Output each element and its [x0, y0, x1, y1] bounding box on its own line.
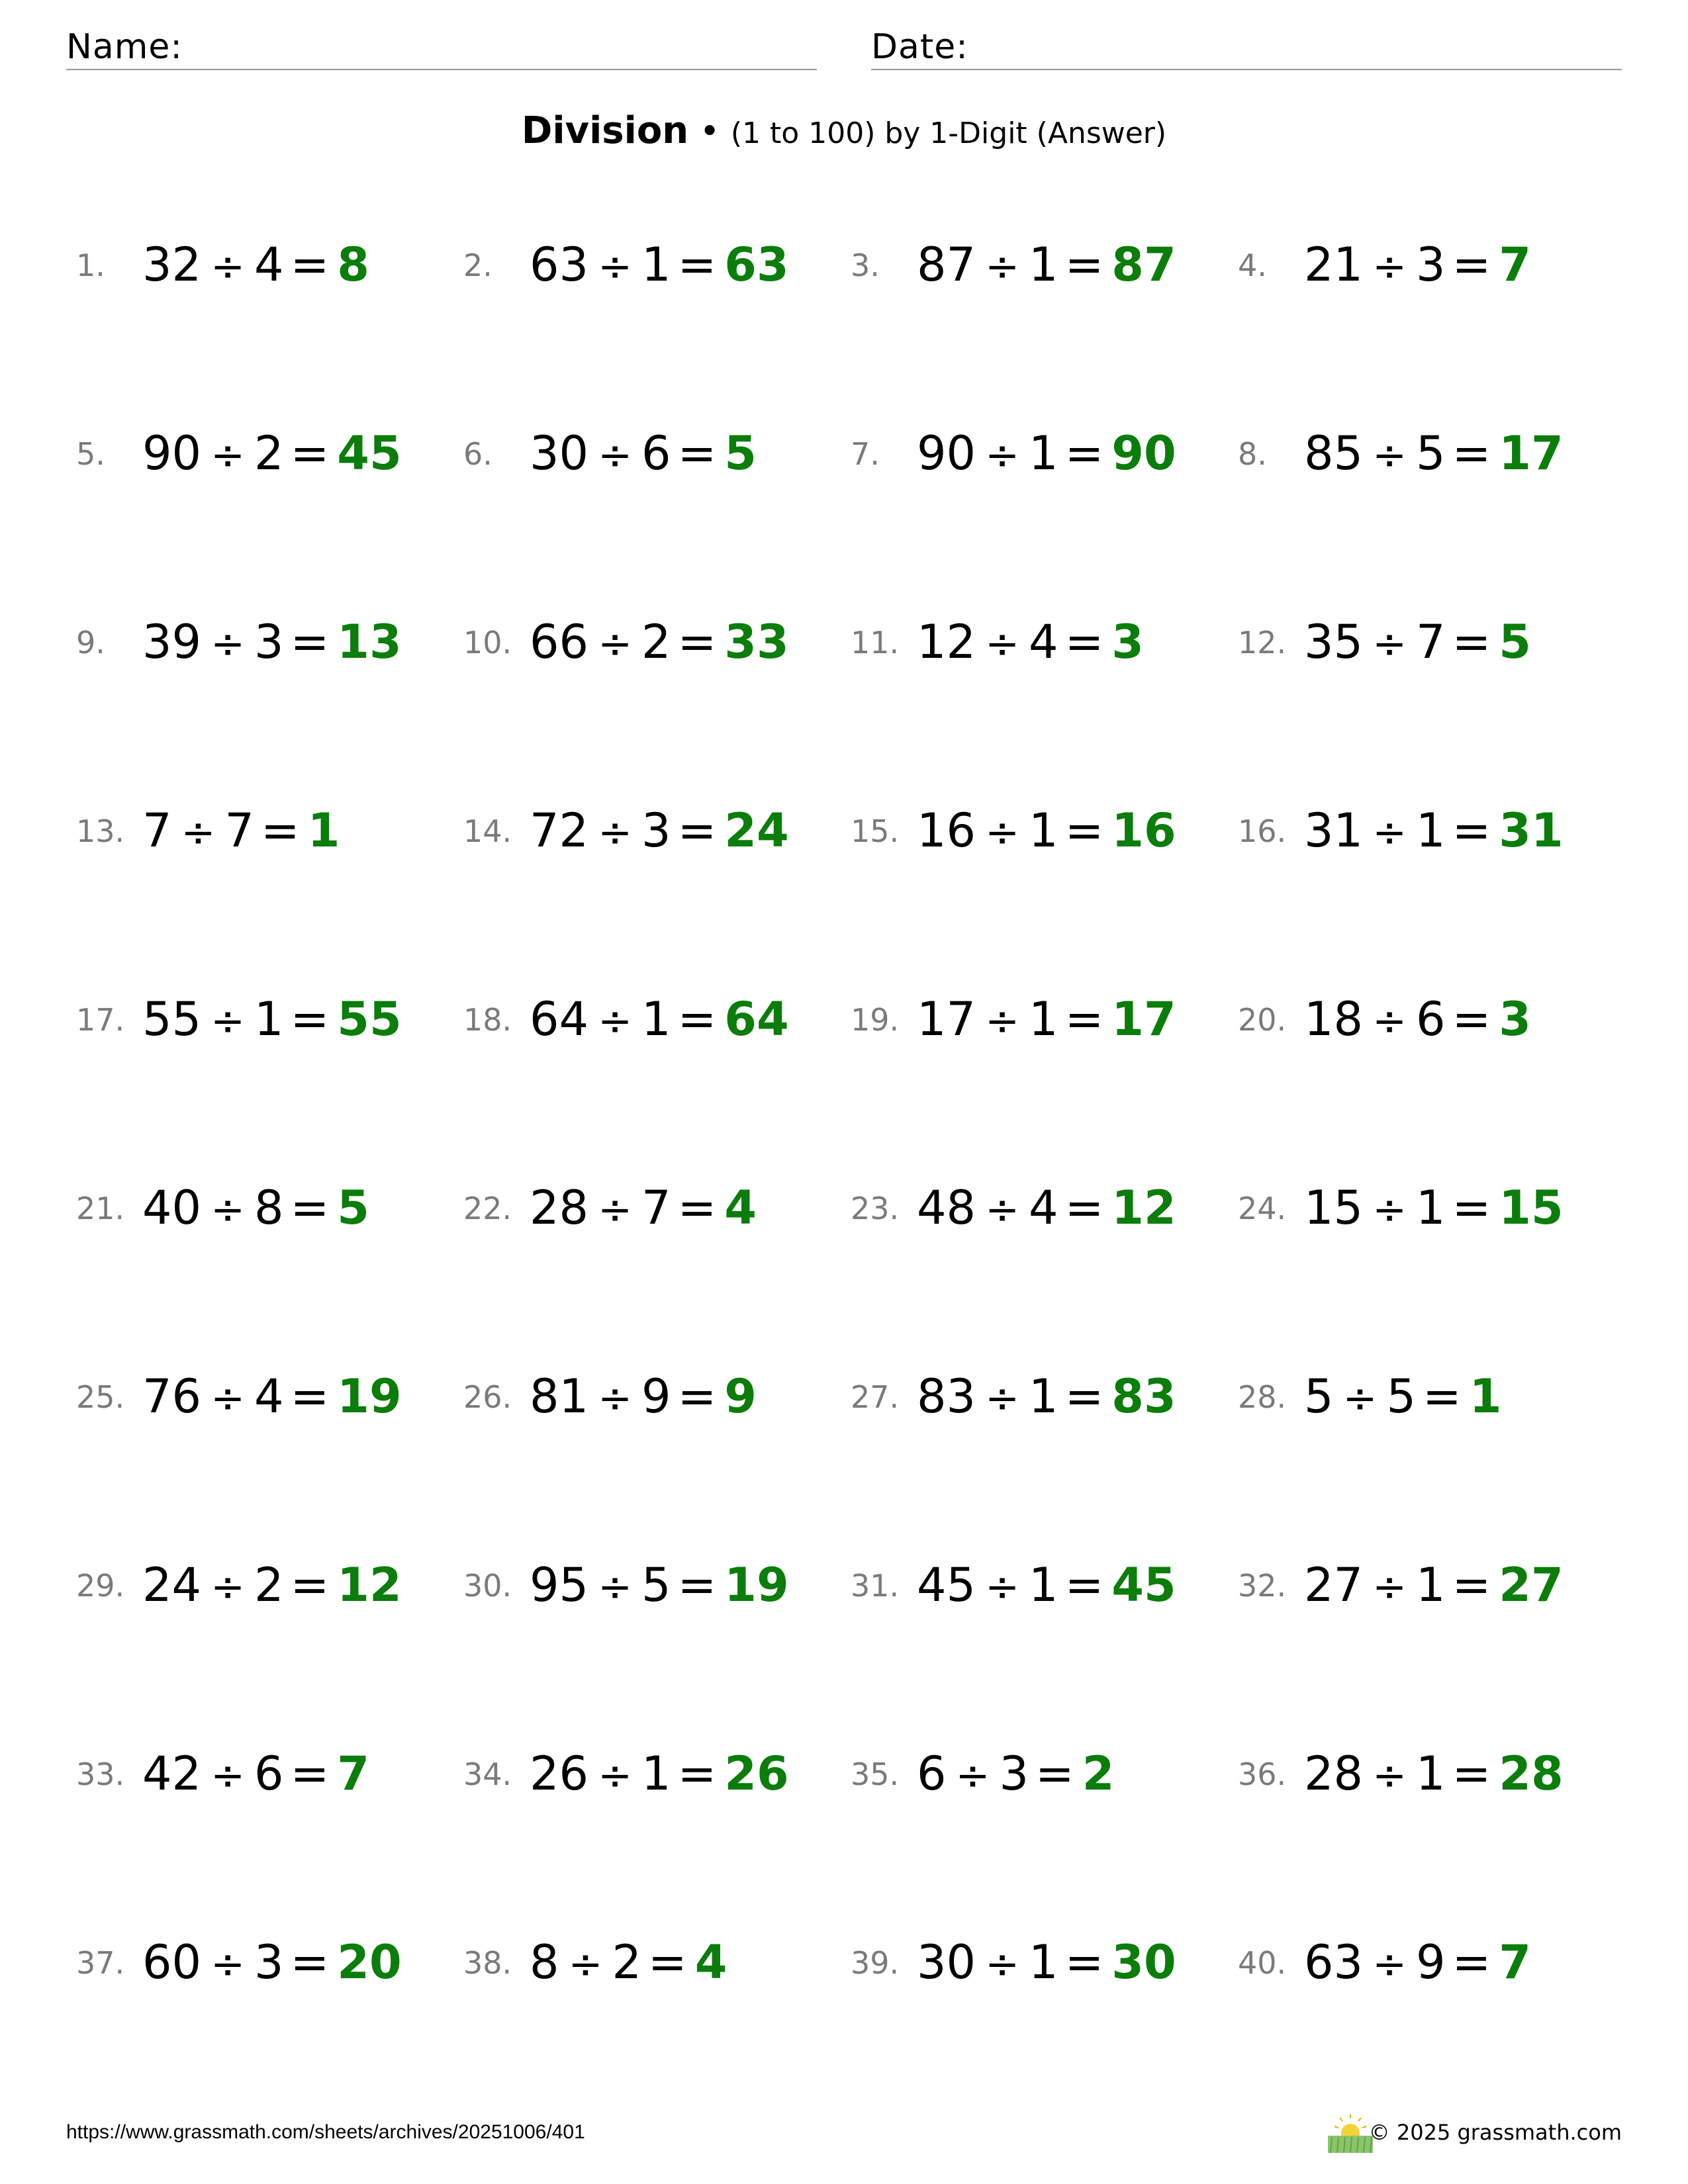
problem-expression — [917, 993, 1176, 1048]
answer: 13 — [337, 615, 402, 669]
problem-expression — [142, 615, 402, 670]
answer: 19 — [724, 1558, 789, 1612]
problem-number: 23. — [851, 1191, 900, 1226]
problem-number: 8. — [1238, 436, 1267, 472]
divisor: 1 — [1029, 1369, 1058, 1424]
problem-number: 17. — [76, 1002, 125, 1038]
division-sign: ÷ — [985, 1374, 1020, 1422]
equals-sign: = — [677, 426, 717, 480]
equals-sign: = — [290, 992, 330, 1046]
division-sign: ÷ — [211, 619, 246, 668]
divisor: 6 — [254, 1747, 284, 1801]
problem-number: 21. — [76, 1191, 125, 1226]
equals-sign: = — [1064, 992, 1104, 1046]
division-sign: ÷ — [1372, 1751, 1407, 1799]
equals-sign: = — [677, 1369, 717, 1424]
problem-number: 5. — [76, 436, 105, 472]
problem-expression — [1304, 1370, 1501, 1425]
divisor: 2 — [254, 426, 284, 480]
problem-expression — [530, 238, 789, 293]
problem-expression — [1304, 238, 1531, 293]
division-sign: ÷ — [1372, 619, 1407, 668]
dividend: 63 — [530, 238, 589, 292]
problem-expression — [530, 1370, 757, 1425]
answer: 3 — [1111, 615, 1144, 669]
dividend: 26 — [530, 1747, 589, 1801]
answer: 5 — [1499, 615, 1531, 669]
dividend: 5 — [1304, 1369, 1334, 1424]
answer: 87 — [1111, 238, 1176, 292]
division-sign: ÷ — [568, 1940, 603, 1988]
answer: 33 — [724, 615, 789, 669]
problem-number: 32. — [1238, 1568, 1287, 1604]
division-sign: ÷ — [985, 1563, 1020, 1611]
dividend: 45 — [917, 1558, 976, 1612]
answer: 27 — [1499, 1558, 1564, 1612]
problem-expression — [1304, 804, 1564, 859]
problem-expression — [142, 427, 402, 482]
title-main: Division — [521, 109, 689, 152]
division-sign: ÷ — [598, 242, 633, 291]
answer: 3 — [1499, 992, 1531, 1046]
equals-sign: = — [677, 1747, 717, 1801]
dividend: 28 — [1304, 1747, 1364, 1801]
division-sign: ÷ — [1372, 1563, 1407, 1611]
problem-number: 35. — [851, 1756, 900, 1792]
dividend: 27 — [1304, 1558, 1364, 1612]
name-field[interactable] — [66, 23, 817, 70]
dividend: 12 — [917, 615, 976, 669]
divisor: 7 — [1416, 615, 1446, 669]
dividend: 32 — [142, 238, 202, 292]
answer: 7 — [337, 1747, 369, 1801]
problem-expression — [530, 615, 789, 670]
divisor: 4 — [254, 1369, 284, 1424]
answer: 5 — [337, 1181, 369, 1235]
dividend: 72 — [530, 803, 589, 858]
equals-sign: = — [1452, 803, 1491, 858]
dividend: 60 — [142, 1935, 202, 1989]
problem-expression — [1304, 1747, 1564, 1802]
dividend: 66 — [530, 615, 589, 669]
equals-sign: = — [290, 1369, 330, 1424]
dividend: 76 — [142, 1369, 202, 1424]
dividend: 21 — [1304, 238, 1364, 292]
problem-expression — [142, 993, 402, 1048]
problem-expression — [1304, 615, 1531, 670]
dividend: 28 — [530, 1181, 589, 1235]
equals-sign: = — [677, 1181, 717, 1235]
equals-sign: = — [1064, 238, 1104, 292]
answer: 1 — [307, 803, 340, 858]
divisor: 1 — [254, 992, 284, 1046]
problem-number: 24. — [1238, 1191, 1287, 1226]
division-sign: ÷ — [598, 619, 633, 668]
division-sign: ÷ — [598, 997, 633, 1045]
divisor: 6 — [1416, 992, 1446, 1046]
dividend: 64 — [530, 992, 589, 1046]
answer: 24 — [724, 803, 789, 858]
dividend: 95 — [530, 1558, 589, 1612]
division-sign: ÷ — [598, 1563, 633, 1611]
division-sign: ÷ — [955, 1751, 990, 1799]
dividend: 7 — [142, 803, 172, 858]
problem-expression — [917, 1747, 1114, 1802]
date-field[interactable] — [871, 23, 1622, 70]
header-row — [66, 23, 1622, 70]
division-sign: ÷ — [598, 808, 633, 856]
dividend: 55 — [142, 992, 202, 1046]
division-sign: ÷ — [1372, 808, 1407, 856]
equals-sign: = — [1064, 1181, 1104, 1235]
divisor: 3 — [1416, 238, 1446, 292]
answer: 45 — [337, 426, 402, 480]
problem-expression — [530, 1747, 789, 1802]
equals-sign: = — [1452, 1558, 1491, 1612]
division-sign: ÷ — [598, 1374, 633, 1422]
divisor: 4 — [1029, 615, 1058, 669]
dividend: 39 — [142, 615, 202, 669]
dividend: 40 — [142, 1181, 202, 1235]
dividend: 6 — [917, 1747, 947, 1801]
problem-number: 25. — [76, 1379, 125, 1415]
dividend: 85 — [1304, 426, 1364, 480]
divisor: 6 — [641, 426, 671, 480]
dividend: 30 — [917, 1935, 976, 1989]
divisor: 1 — [1029, 1558, 1058, 1612]
division-sign: ÷ — [211, 1563, 246, 1611]
dividend: 15 — [1304, 1181, 1364, 1235]
footer-copyright: © 2025 grassmath.com — [1368, 2120, 1622, 2145]
division-sign: ÷ — [985, 808, 1020, 856]
dividend: 83 — [917, 1369, 976, 1424]
answer: 55 — [337, 992, 402, 1046]
problem-grid — [0, 225, 1688, 2144]
problem-expression — [530, 1181, 757, 1236]
dividend: 18 — [1304, 992, 1364, 1046]
problem-expression — [917, 804, 1176, 859]
equals-sign: = — [290, 1181, 330, 1235]
divisor: 1 — [641, 238, 671, 292]
problem-expression — [142, 1181, 369, 1236]
divisor: 1 — [1029, 426, 1058, 480]
worksheet-title — [0, 105, 1688, 160]
equals-sign: = — [1452, 238, 1491, 292]
answer: 20 — [337, 1935, 402, 1989]
problem-number: 38. — [463, 1945, 512, 1981]
answer: 5 — [724, 426, 757, 480]
answer: 12 — [1111, 1181, 1176, 1235]
problem-expression — [1304, 1559, 1564, 1614]
divisor: 1 — [1416, 1181, 1446, 1235]
divisor: 1 — [1416, 1558, 1446, 1612]
problem-expression — [142, 1559, 402, 1614]
answer: 83 — [1111, 1369, 1176, 1424]
problem-number: 4. — [1238, 248, 1267, 283]
dividend: 90 — [142, 426, 202, 480]
problem-number: 28. — [1238, 1379, 1287, 1415]
problem-expression — [142, 1370, 402, 1425]
divisor: 5 — [1416, 426, 1446, 480]
division-sign: ÷ — [985, 619, 1020, 668]
answer: 26 — [724, 1747, 789, 1801]
dividend: 42 — [142, 1747, 202, 1801]
equals-sign: = — [290, 238, 330, 292]
problem-number: 2. — [463, 248, 492, 283]
problem-number: 39. — [851, 1945, 900, 1981]
divisor: 2 — [641, 615, 671, 669]
problem-expression — [917, 1181, 1176, 1236]
equals-sign: = — [1452, 1935, 1491, 1989]
equals-sign: = — [648, 1935, 687, 1989]
answer: 15 — [1499, 1181, 1564, 1235]
division-sign: ÷ — [211, 1185, 246, 1234]
divisor: 5 — [1386, 1369, 1417, 1424]
division-sign: ÷ — [211, 431, 246, 479]
dividend: 24 — [142, 1558, 202, 1612]
problem-number: 7. — [851, 436, 880, 472]
problem-number: 36. — [1238, 1756, 1287, 1792]
problem-number: 27. — [851, 1379, 900, 1415]
equals-sign: = — [290, 615, 330, 669]
divisor: 1 — [641, 992, 671, 1046]
title-separator: • — [699, 112, 720, 152]
answer: 45 — [1111, 1558, 1176, 1612]
division-sign: ÷ — [985, 431, 1020, 479]
answer: 17 — [1499, 426, 1564, 480]
problem-expression — [1304, 1181, 1564, 1236]
equals-sign: = — [1452, 992, 1491, 1046]
answer: 7 — [1499, 1935, 1531, 1989]
problem-expression — [530, 1936, 727, 1991]
answer: 19 — [337, 1369, 402, 1424]
division-sign: ÷ — [985, 1940, 1020, 1988]
answer: 90 — [1111, 426, 1176, 480]
divisor: 4 — [1029, 1181, 1058, 1235]
equals-sign: = — [1452, 615, 1491, 669]
answer: 4 — [724, 1181, 757, 1235]
equals-sign: = — [1064, 615, 1104, 669]
problem-expression — [1304, 993, 1531, 1048]
problem-expression — [917, 1936, 1176, 1991]
problem-number: 9. — [76, 625, 105, 660]
equals-sign: = — [1452, 1181, 1491, 1235]
division-sign: ÷ — [1372, 242, 1407, 291]
division-sign: ÷ — [1372, 1185, 1407, 1234]
equals-sign: = — [677, 992, 717, 1046]
divisor: 1 — [641, 1747, 671, 1801]
problem-number: 19. — [851, 1002, 900, 1038]
equals-sign: = — [1064, 426, 1104, 480]
division-sign: ÷ — [985, 1185, 1020, 1234]
divisor: 1 — [1029, 803, 1058, 858]
problem-number: 3. — [851, 248, 880, 283]
problem-expression — [142, 238, 369, 293]
problem-expression — [1304, 427, 1564, 482]
equals-sign: = — [1035, 1747, 1074, 1801]
division-sign: ÷ — [211, 1751, 246, 1799]
dividend: 81 — [530, 1369, 589, 1424]
problem-number: 20. — [1238, 1002, 1287, 1038]
problem-expression — [917, 1370, 1176, 1425]
divisor: 1 — [1029, 238, 1058, 292]
divisor: 9 — [1416, 1935, 1446, 1989]
problem-number: 12. — [1238, 625, 1287, 660]
equals-sign: = — [1064, 1369, 1104, 1424]
dividend: 31 — [1304, 803, 1364, 858]
division-sign: ÷ — [598, 431, 633, 479]
equals-sign: = — [677, 615, 717, 669]
problem-expression — [917, 238, 1176, 293]
answer: 2 — [1082, 1747, 1115, 1801]
equals-sign: = — [1423, 1369, 1462, 1424]
problem-number: 33. — [76, 1756, 125, 1792]
problem-number: 40. — [1238, 1945, 1287, 1981]
dividend: 8 — [530, 1935, 559, 1989]
problem-number: 29. — [76, 1568, 125, 1604]
problem-expression — [917, 427, 1176, 482]
problem-number: 34. — [463, 1756, 512, 1792]
problem-number: 15. — [851, 813, 900, 849]
divisor: 1 — [1416, 803, 1446, 858]
divisor: 8 — [254, 1181, 284, 1235]
divisor: 3 — [641, 803, 671, 858]
answer: 8 — [337, 238, 369, 292]
divisor: 5 — [641, 1558, 671, 1612]
date-label: Date: — [871, 27, 968, 67]
problem-expression — [142, 1747, 369, 1802]
dividend: 63 — [1304, 1935, 1364, 1989]
division-sign: ÷ — [211, 1940, 246, 1988]
equals-sign: = — [677, 1558, 717, 1612]
answer: 12 — [337, 1558, 402, 1612]
answer: 30 — [1111, 1935, 1176, 1989]
problem-expression — [917, 1559, 1176, 1614]
equals-sign: = — [677, 238, 717, 292]
division-sign: ÷ — [181, 808, 216, 856]
answer: 1 — [1469, 1369, 1502, 1424]
problem-number: 30. — [463, 1568, 512, 1604]
problem-number: 26. — [463, 1379, 512, 1415]
equals-sign: = — [1064, 1935, 1104, 1989]
dividend: 87 — [917, 238, 976, 292]
answer: 9 — [724, 1369, 757, 1424]
answer: 64 — [724, 992, 789, 1046]
footer — [66, 2115, 1622, 2154]
problem-number: 10. — [463, 625, 512, 660]
division-sign: ÷ — [985, 242, 1020, 291]
division-sign: ÷ — [1342, 1374, 1378, 1422]
divisor: 1 — [1416, 1747, 1446, 1801]
problem-number: 37. — [76, 1945, 125, 1981]
name-label: Name: — [66, 27, 183, 67]
problem-expression — [142, 1936, 402, 1991]
dividend: 30 — [530, 426, 589, 480]
problem-number: 14. — [463, 813, 512, 849]
problem-number: 1. — [76, 248, 105, 283]
equals-sign: = — [1064, 1558, 1104, 1612]
divisor: 7 — [224, 803, 255, 858]
problem-number: 16. — [1238, 813, 1287, 849]
division-sign: ÷ — [985, 997, 1020, 1045]
dividend: 16 — [917, 803, 976, 858]
problem-number: 11. — [851, 625, 900, 660]
equals-sign: = — [1452, 426, 1491, 480]
problem-number: 22. — [463, 1191, 512, 1226]
division-sign: ÷ — [1372, 431, 1407, 479]
equals-sign: = — [290, 1747, 330, 1801]
divisor: 3 — [254, 1935, 284, 1989]
footer-url[interactable]: https://www.grassmath.com/sheets/archives/20251006/401 — [66, 2121, 585, 2143]
divisor: 7 — [641, 1181, 671, 1235]
problem-expression — [142, 804, 340, 859]
problem-number: 31. — [851, 1568, 900, 1604]
answer: 17 — [1111, 992, 1176, 1046]
problem-number: 13. — [76, 813, 125, 849]
problem-expression — [530, 1559, 789, 1614]
problem-expression — [1304, 1936, 1531, 1991]
problem-number: 6. — [463, 436, 492, 472]
equals-sign: = — [290, 1558, 330, 1612]
division-sign: ÷ — [598, 1185, 633, 1234]
division-sign: ÷ — [1372, 997, 1407, 1045]
problem-expression — [917, 615, 1144, 670]
equals-sign: = — [290, 426, 330, 480]
divisor: 2 — [612, 1935, 642, 1989]
equals-sign: = — [677, 803, 717, 858]
divisor: 3 — [999, 1747, 1029, 1801]
answer: 63 — [724, 238, 789, 292]
answer: 16 — [1111, 803, 1176, 858]
problem-expression — [530, 427, 757, 482]
dividend: 17 — [917, 992, 976, 1046]
equals-sign: = — [1452, 1747, 1491, 1801]
problem-expression — [530, 993, 789, 1048]
division-sign: ÷ — [211, 997, 246, 1045]
division-sign: ÷ — [211, 1374, 246, 1422]
divisor: 1 — [1029, 1935, 1058, 1989]
answer: 31 — [1499, 803, 1564, 858]
division-sign: ÷ — [1372, 1940, 1407, 1988]
answer: 7 — [1499, 238, 1531, 292]
division-sign: ÷ — [211, 242, 246, 291]
equals-sign: = — [290, 1935, 330, 1989]
divisor: 3 — [254, 615, 284, 669]
answer: 28 — [1499, 1747, 1564, 1801]
divisor: 4 — [254, 238, 284, 292]
division-sign: ÷ — [598, 1751, 633, 1799]
equals-sign: = — [1064, 803, 1104, 858]
equals-sign: = — [261, 803, 300, 858]
dividend: 35 — [1304, 615, 1364, 669]
answer: 4 — [694, 1935, 727, 1989]
dividend: 48 — [917, 1181, 976, 1235]
problem-expression — [530, 804, 789, 859]
problem-number: 18. — [463, 1002, 512, 1038]
divisor: 2 — [254, 1558, 284, 1612]
title-subtitle: (1 to 100) by 1-Digit (Answer) — [730, 116, 1167, 150]
dividend: 90 — [917, 426, 976, 480]
divisor: 1 — [1029, 992, 1058, 1046]
divisor: 9 — [641, 1369, 671, 1424]
